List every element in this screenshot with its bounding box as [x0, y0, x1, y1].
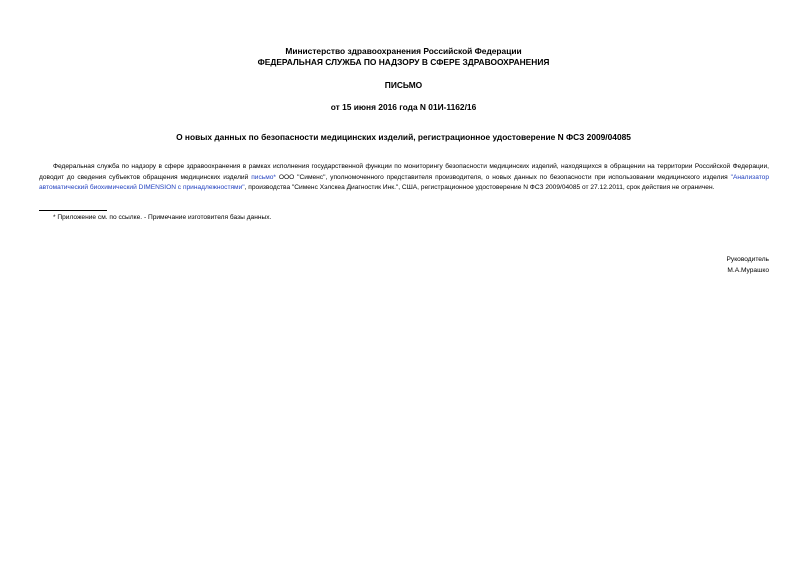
ministry-name: Министерство здравоохранения Российской Федерации: [285, 46, 522, 56]
body-text-part2: ООО "Сименс", уполномоченного представителя производителя, о новых данных по безопасности при использовании медицинского изделия: [275, 173, 731, 181]
document-body: [39, 162, 769, 194]
letter-link[interactable]: письмо*: [251, 173, 276, 181]
footnote: * Приложение см. по ссылке. - Примечание изготовителя базы данных.: [53, 214, 272, 221]
document-date-number: от 15 июня 2016 года N 01И-1162/16: [330, 102, 477, 112]
body-text-part1: Федеральная служба по надзору в сфере здравоохранения в рамках исполнения государственной функции по мониторингу безопасности медицинских изделий, находящихся в обращении на территории Российской Федерации, доводит до сведения субъектов обращения медицинских изделий: [39, 163, 769, 181]
document-header: [0, 46, 807, 68]
footnote-divider: [39, 210, 107, 211]
signer-name: М.А.Мурашко: [727, 266, 769, 274]
document-type: ПИСЬМО: [384, 80, 423, 90]
service-name: ФЕДЕРАЛЬНАЯ СЛУЖБА ПО НАДЗОРУ В СФЕРЕ ЗДРАВООХРАНЕНИЯ: [257, 57, 550, 67]
document-subject: О новых данных по безопасности медицинских изделий, регистрационное удостоверение N ФСЗ 2009/04085: [176, 132, 631, 142]
signer-title: Руководитель: [726, 256, 769, 263]
signature-block: [569, 255, 769, 276]
body-text-part3: , производства "Сименс Хэлскеа Диагностик Инк.", США, регистрационное удостоверение N ФСЗ 2009/04085 от 27.12.2011, срок действия не ограничен.: [244, 184, 715, 192]
device-name-link[interactable]: "Анализатор автоматический биохимический DIMENSION с принадлежностями": [39, 173, 770, 192]
